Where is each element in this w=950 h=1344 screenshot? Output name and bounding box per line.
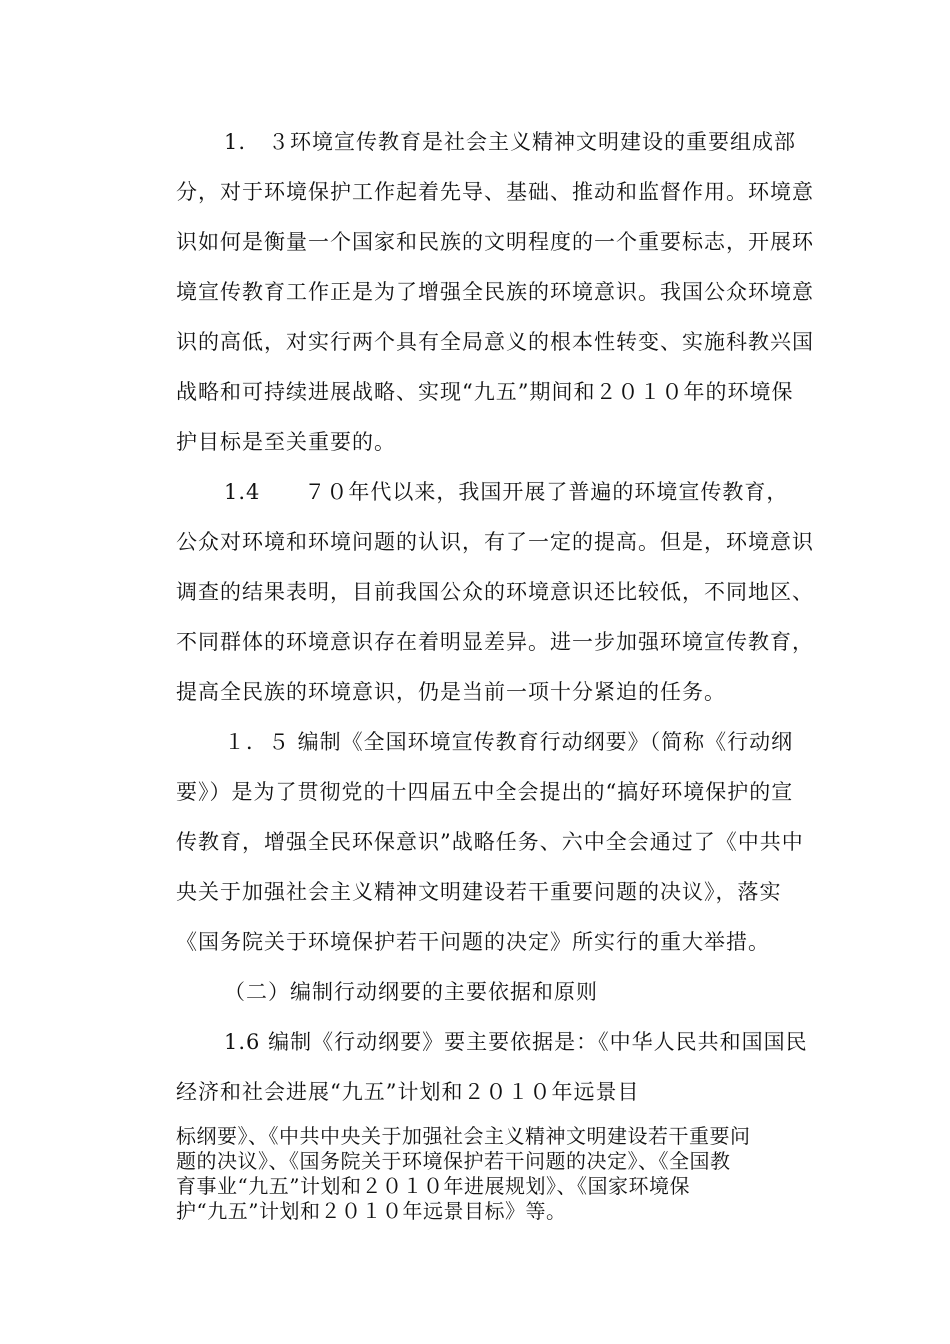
text-line: 不同群体的环境意识存在着明显差异。进一步加强环境宣传教育， (176, 630, 814, 654)
text-line: 境宣传教育工作正是为了增强全民族的环境意识。我国公众环境意 (176, 280, 814, 304)
text-line: 护目标是至关重要的。 (176, 430, 396, 454)
text-line: 战略和可持续进展战略、实现“九五”期间和２０１０年的环境保 (176, 380, 794, 404)
text-line: 护“九五”计划和２０１０年远景目标》等。 (176, 1199, 567, 1223)
text-line: 传教育，增强全民环保意识”战略任务、六中全会通过了《中共中 (176, 830, 804, 854)
text-line: 1.6 编制《行动纲要》要主要依据是：《中华人民共和国国民 (224, 1030, 808, 1054)
text-line: 经济和社会进展“九五”计划和２０１０年远景目 (176, 1080, 640, 1104)
text-line: 央关于加强社会主义精神文明建设若干重要问题的决议》，落实 (176, 880, 782, 904)
text-line: 提高全民族的环境意识，仍是当前一项十分紧迫的任务。 (176, 680, 726, 704)
text-line: 《国务院关于环境保护若干问题的决定》所实行的重大举措。 (176, 930, 770, 954)
text-line: 分，对于环境保护工作起着先导、基础、推动和监督作用。环境意 (176, 180, 814, 204)
text-line: 1.4 ７０年代以来，我国开展了普遍的环境宣传教育， (224, 480, 789, 504)
text-line: 调查的结果表明，目前我国公众的环境意识还比较低，不同地区、 (176, 580, 814, 604)
text-line: 育事业“九五”计划和２０１０年进展规划》、《国家环境保 (176, 1174, 690, 1198)
text-line: １．５ 编制《全国环境宣传教育行动纲要》（简称《行动纲 (224, 730, 794, 754)
text-line: 要》）是为了贯彻党的十四届五中全会提出的“搞好环境保护的宣 (176, 780, 794, 804)
section-heading: （二）编制行动纲要的主要依据和原则 (224, 980, 598, 1004)
text-line: 识的高低，对实行两个具有全局意义的根本性转变、实施科教兴国 (176, 330, 814, 354)
text-line: 1. ３环境宣传教育是社会主义精神文明建设的重要组成部 (224, 130, 797, 154)
text-line: 题的决议》、《国务院关于环境保护若干问题的决定》、《全国教 (176, 1149, 731, 1173)
text-line: 标纲要》、《中共中央关于加强社会主义精神文明建设若干重要问 (176, 1124, 751, 1148)
text-line: 公众对环境和环境问题的认识，有了一定的提高。但是，环境意识 (176, 530, 814, 554)
text-line: 识如何是衡量一个国家和民族的文明程度的一个重要标志，开展环 (176, 230, 814, 254)
